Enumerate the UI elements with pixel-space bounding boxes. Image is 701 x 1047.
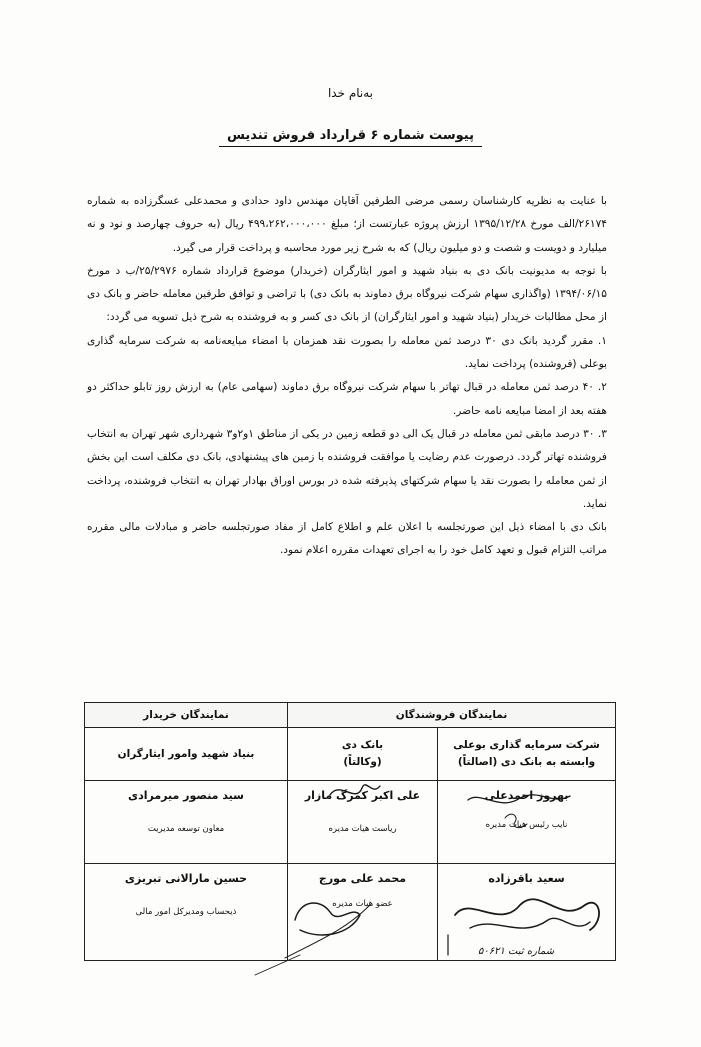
signatory-role: معاون توسعه مدیریت [147, 824, 225, 834]
seller-bank-day-name: بانک دی [341, 739, 384, 751]
paragraph-appraisal: با عنایت به نظریه کارشناسان رسمی مرضی الطرفین آقایان مهندس داود حدادی و محمدعلی عسگرزاده به شماره ۲۶۱۷۴/الف مورخ ۱۳۹۵/۱۲/۲۸ ارزش پروژه عبارتست از؛ مبلغ ۴۹۹،۲۶۲،۰۰۰،۰۰۰ ریال (به حروف چهارصد و نود و نه میلیارد و دویست و شصت و دو میلیون ریال) که به شرح زیر مورد محاسبه و پرداخت قرار می گیرد. [87, 195, 607, 254]
seller-bank-day-capacity: (وکالتاً) [343, 756, 382, 768]
buyer-foundation: بنیاد شهید وامور ایثارگران [85, 728, 288, 781]
basmala-heading: به‌نام خدا [327, 86, 374, 100]
signature-cell-bank-2 [288, 864, 438, 961]
clause-3: ۳. ۳۰ درصد مابقی ثمن معامله در قبال یک الی دو قطعه زمین در یکی از مناطق ۱و۲و۳ شهرداری شهر تهران به انتخاب فروشنده تهاتر گردد. درصورت عدم رضایت یا موافقت فروشنده با زمین های پیشنهادی، بانک دی مکلف است این بخش از ثمن معامله را بصورت نقد یا سهام شرکتهای پذیرفته شده در بورس اوراق بهادار تهران به انتخاب فروشنده، پرداخت نماید. [87, 427, 607, 510]
document-title [0, 128, 701, 143]
paragraph-settlement: با توجه به مدیونیت بانک دی به بنیاد شهید و امور ایثارگران (خریدار) موضوع قرارداد شماره ۲۵/۲۹۷۶/ب د مورخ ۱۳۹۴/۰۶/۱۵ (واگذاری سهام شرکت نیروگاه برق دماوند به بانک دی) با تراضی و توافق طرفین معامله حاضر و بانک دی از محل مطالبات خریدار (بنیاد شهید و امور ایثارگران) از بانک دی کسر و به فروشنده به شرح ذیل تسویه می گردد: [87, 264, 607, 324]
clause-1: ۱. مقرر گردید بانک دی ۳۰ درصد ثمن معامله را بصورت نقد همزمان با امضاء مبایعه‌نامه به شرکت سرمایه گذاری بوعلی (فروشنده) پرداخت نماید. [87, 334, 607, 371]
seller-bank-day [288, 728, 438, 781]
signatory-name: سید منصور میرمرادی [128, 789, 244, 802]
signatory-role: عضو هیات مدیره [332, 899, 393, 909]
signature-table [84, 702, 616, 961]
body-text [87, 190, 607, 563]
clause-2: ۲. ۴۰ درصد ثمن معامله در قبال تهاتر با سهام شرکت نیروگاه برق دماوند (سهامی عام) به ارزش روز تابلو حداکثر دو هفته بعد از امضا مبایعه نامه حاضر. [87, 381, 607, 417]
signatory-name: حسین مارالانی تبریزی [124, 872, 248, 885]
paragraph-commitment: بانک دی با امضاء ذیل این صورتجلسه با اعلان علم و اطلاع کامل از مفاد صورتجلسه حاضر و مبادلات مالی مقرره مراتب التزام قبول و تعهد کامل خود را به اجرای تعهدات مقرره اعلام نمود. [87, 521, 607, 557]
document-title-text: پیوست شماره ۶ قرارداد فروش تندیس [219, 128, 482, 147]
registration-number: شماره ثبت ۵۰۶۲۱ [478, 946, 555, 957]
signature-cell-buyer-2 [85, 864, 288, 961]
signatory-role: نایب رئیس هیات مدیره [485, 820, 568, 830]
signatory-name: سعید باقرزاده [488, 872, 565, 885]
buyer-header: نمایندگان خریدار [85, 703, 288, 728]
seller-bouali: شرکت سرمایه گذاری بوعلی وابسته به بانک دی (اصالتاً) [438, 728, 616, 781]
signatory-name: محمد علی مورج [318, 872, 407, 885]
sellers-header: نمایندگان فروشندگان [288, 703, 616, 728]
signature-cell-bank-1 [288, 781, 438, 864]
signatory-name: بهروز احمدعلی [484, 789, 569, 802]
signatory-role: ذیحساب ومدیرکل امور مالی [135, 907, 237, 917]
signatory-role: ریاست هیات مدیره [328, 824, 397, 834]
signature-cell-bouali-1 [438, 781, 616, 864]
signatory-name: علی اکبر کمرگ مازار [304, 789, 421, 802]
signature-cell-buyer-1 [85, 781, 288, 864]
